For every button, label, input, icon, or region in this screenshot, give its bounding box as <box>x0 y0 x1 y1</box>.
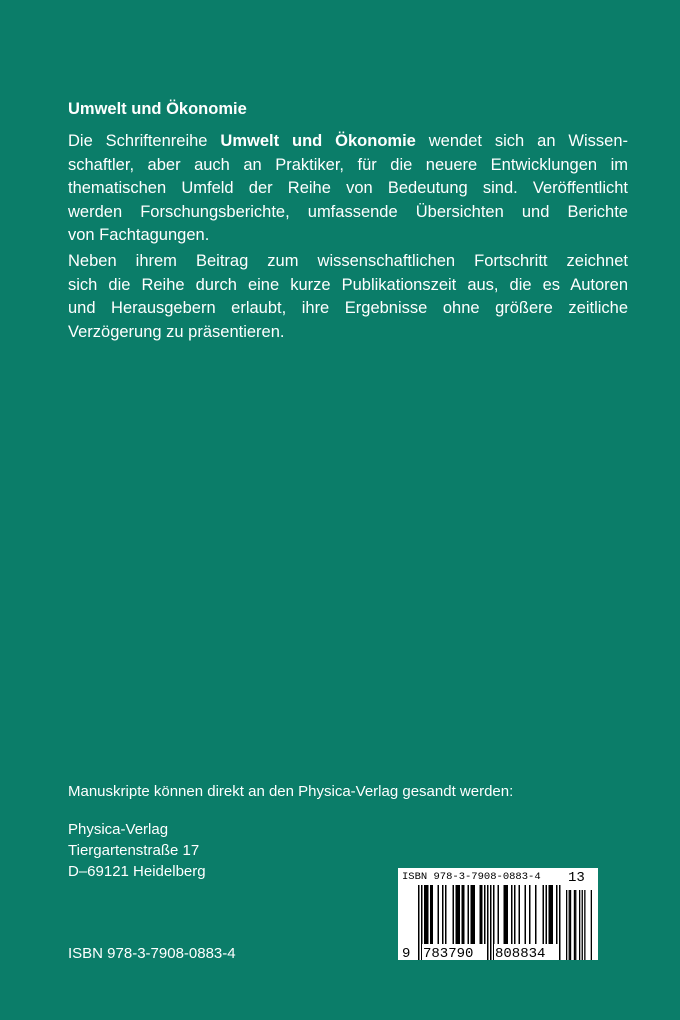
series-title: Umwelt und Ökonomie <box>68 100 247 118</box>
description-line <box>68 130 628 154</box>
publisher-name: Physica-Verlag <box>68 821 169 838</box>
barcode-bar <box>487 885 489 960</box>
publisher-address <box>68 819 206 882</box>
benefits-line: und Herausgebern erlaubt, ihre Ergebnisse ohne größere zeitliche <box>68 299 628 317</box>
barcode-addon-bar <box>575 890 576 960</box>
barcode-addon-bar <box>591 890 592 960</box>
barcode-addon-number: 13 <box>568 870 585 886</box>
series-title-inline: Umwelt und Ökonomie <box>220 132 416 150</box>
manuscript-note: Manuskripte können direkt an den Physica-Verlag gesandt werden: <box>68 783 514 800</box>
benefits-line: sich die Reihe durch eine kurze Publikationszeit aus, die es Autoren <box>68 275 628 294</box>
barcode-bar <box>490 885 492 960</box>
benefits-line: Neben ihrem Beitrag zum wissenschaftlichen Fortschritt zeichnet <box>68 252 628 270</box>
barcode-bar <box>559 885 561 960</box>
barcode-right-digits: 808834 <box>495 946 546 960</box>
barcode-addon-bar <box>582 890 583 960</box>
isbn-barcode <box>398 868 598 960</box>
description-line: schaftler, aber auch an Praktiker, für die neuere Entwicklungen im <box>68 155 628 174</box>
description-line: von Fachtagungen. <box>68 226 210 244</box>
description-text: Die Schriftenreihe <box>68 132 221 150</box>
barcode-addon-bar <box>570 890 571 960</box>
barcode-left-digits: 783790 <box>423 946 474 960</box>
barcode-addon-bars <box>566 890 592 960</box>
barcode-addon-bar <box>579 890 580 960</box>
description-line: werden Forschungsberichte, umfassende Übersichten und Berichte <box>68 202 628 221</box>
barcode-graphic <box>398 868 598 960</box>
barcode-addon-bar <box>574 890 575 960</box>
description-line: thematischen Umfeld der Reihe von Bedeutung sind. Veröffentlicht <box>68 179 628 197</box>
series-description <box>68 130 628 248</box>
barcode-addon-bar <box>566 890 567 960</box>
publisher-city: D–69121 Heidelberg <box>68 863 206 880</box>
barcode-addon-bar <box>584 890 585 960</box>
barcode-bar <box>418 885 420 960</box>
barcode-first-digit: 9 <box>402 946 411 960</box>
series-benefits <box>68 250 628 344</box>
barcode-addon-bar <box>569 890 570 960</box>
publisher-street: Tiergartenstraße 17 <box>68 842 200 859</box>
barcode-isbn-label: ISBN 978-3-7908-0883-4 <box>402 871 541 883</box>
description-text: wendet sich an Wissen- <box>415 132 629 150</box>
isbn-footer: ISBN 978-3-7908-0883-4 <box>68 945 236 962</box>
benefits-line: Verzögerung zu präsentieren. <box>68 322 285 341</box>
